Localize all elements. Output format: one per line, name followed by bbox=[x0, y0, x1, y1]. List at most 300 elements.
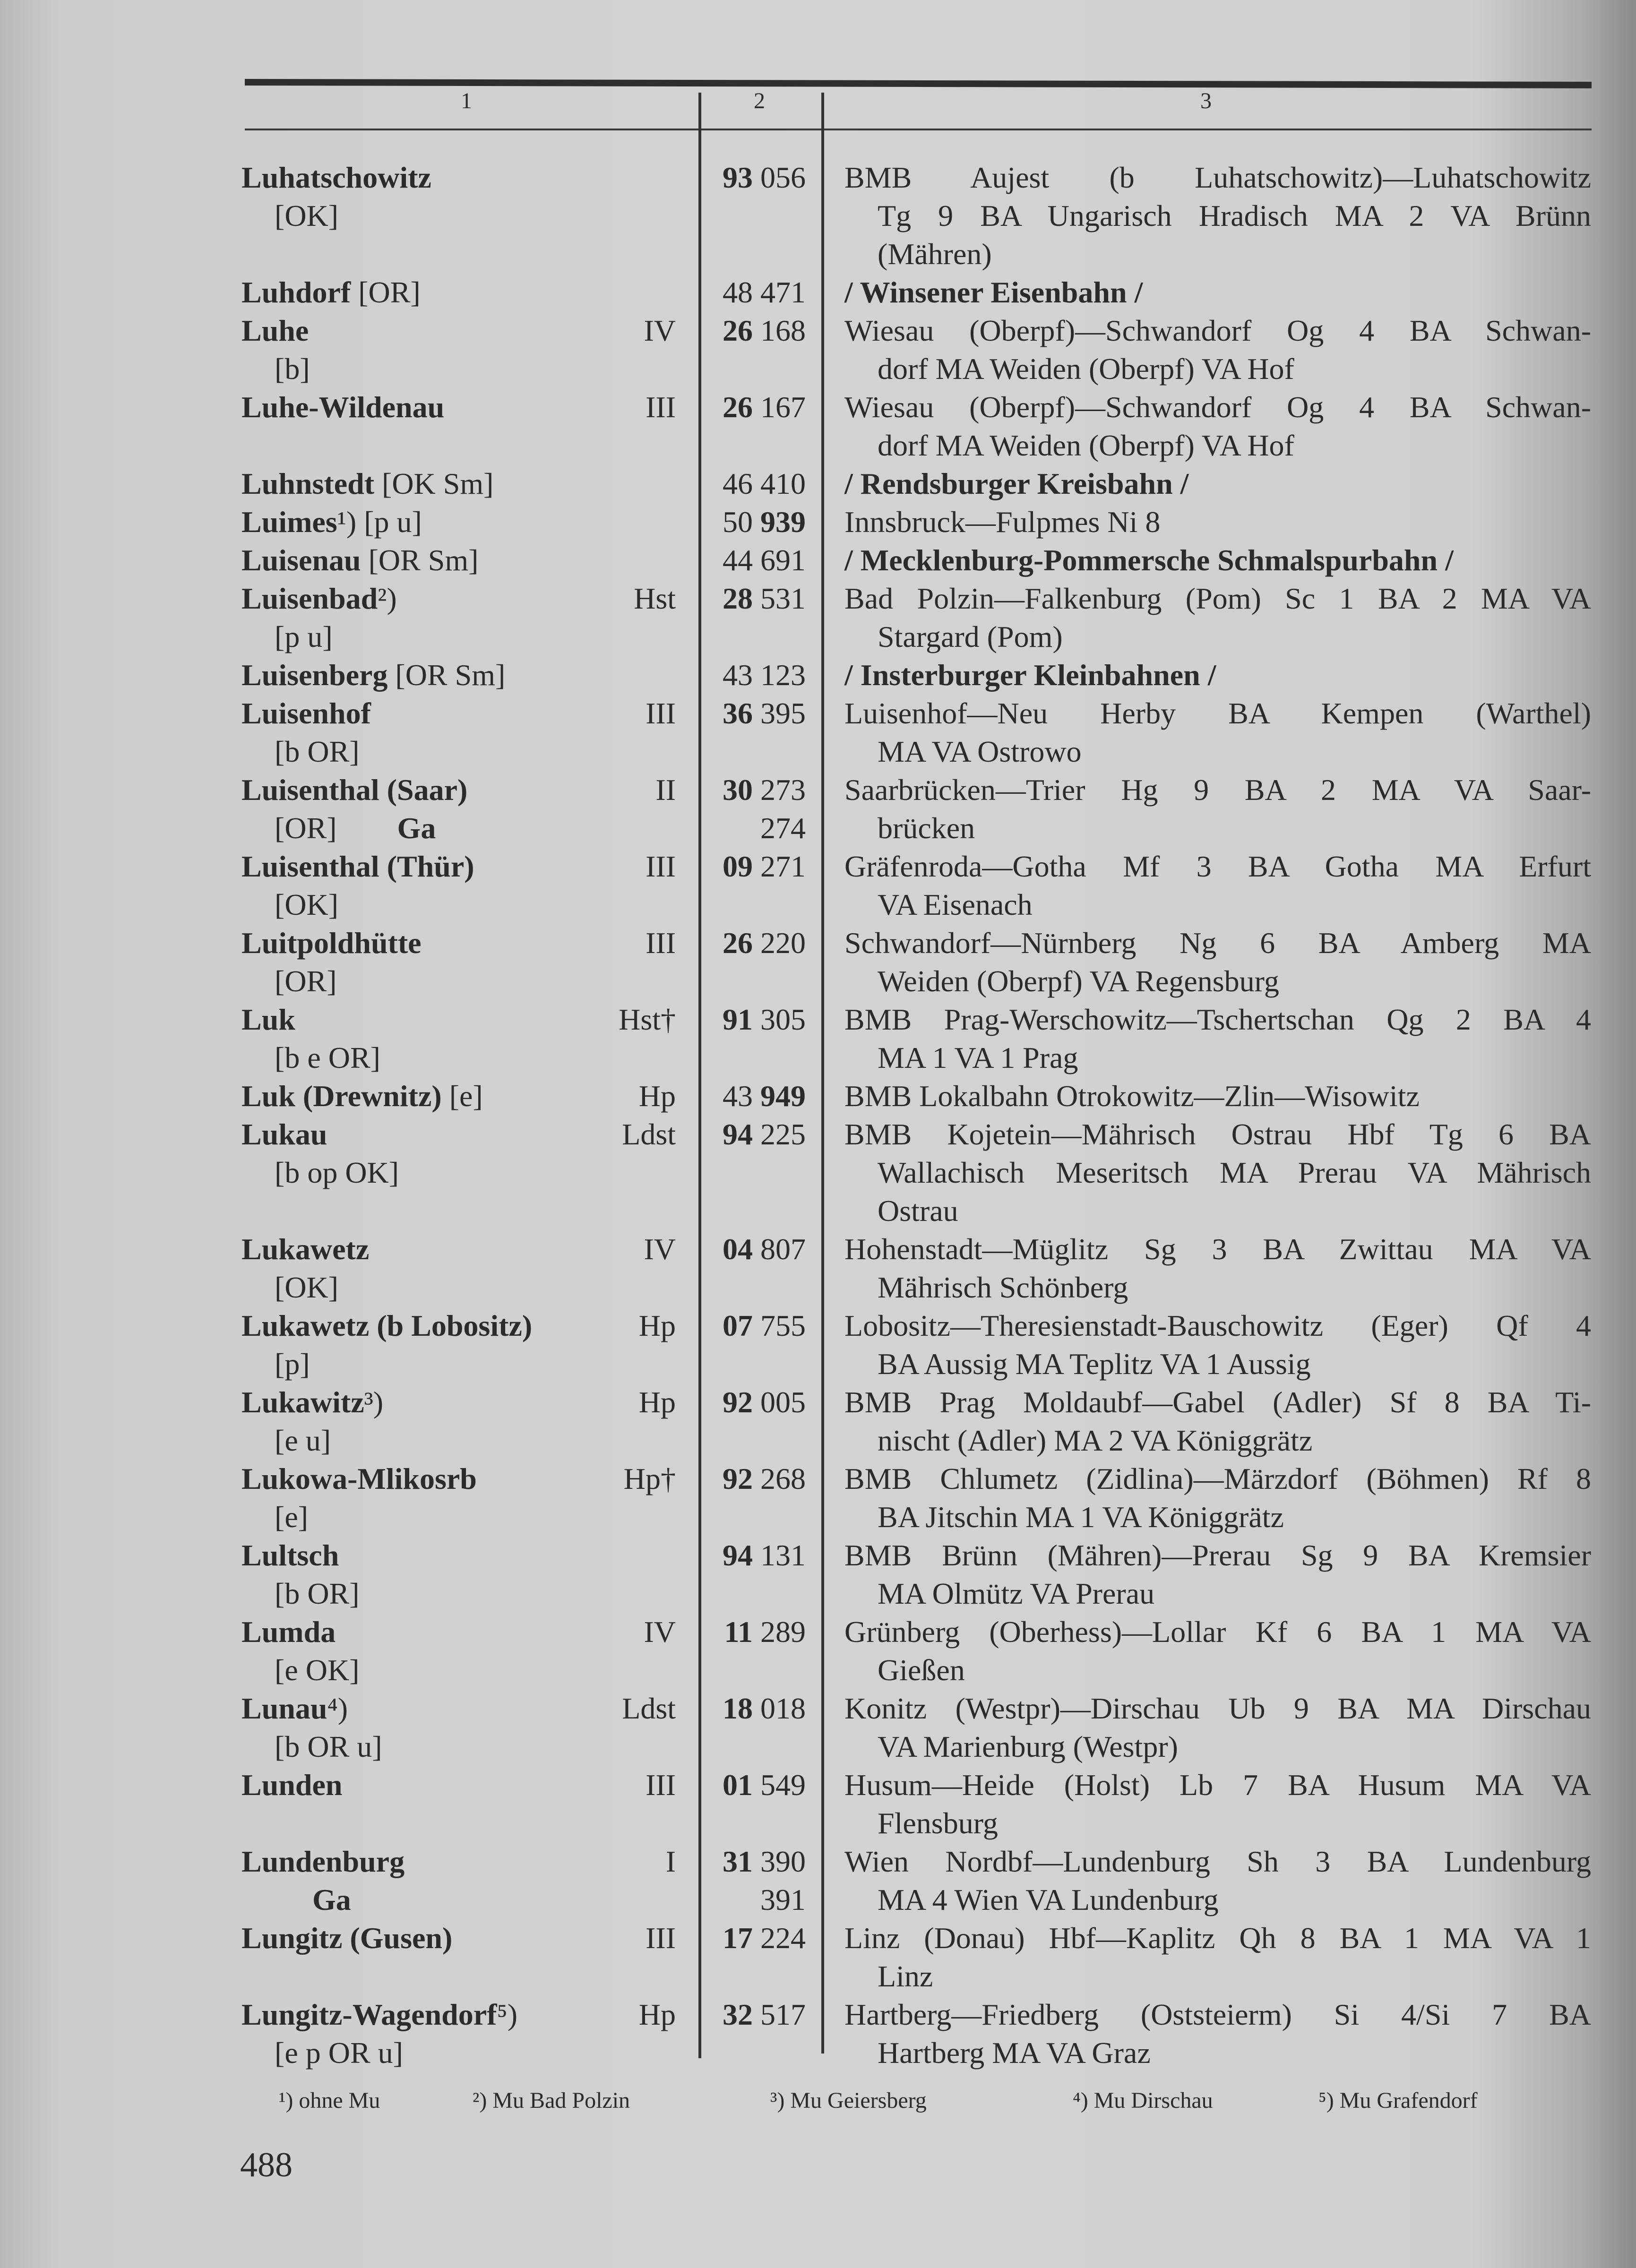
station-number-line-segment: 390 bbox=[753, 1845, 806, 1878]
station-name-line bbox=[241, 924, 681, 962]
station-description bbox=[844, 1689, 1591, 1766]
station-number-line-segment: 48 471 bbox=[723, 275, 806, 309]
station-number bbox=[704, 656, 806, 694]
table-row bbox=[0, 158, 1636, 273]
station-name-line-segment: Luhnstedt bbox=[241, 467, 374, 500]
station-number-line bbox=[704, 771, 806, 809]
station-class: III bbox=[646, 926, 676, 960]
station-number bbox=[704, 1919, 806, 1957]
station-number-line bbox=[704, 1536, 806, 1574]
station-name-line-segment: Luisenbad bbox=[241, 582, 378, 615]
station-class: I bbox=[665, 1845, 676, 1878]
station-name-line-segment: Lukawetz bbox=[241, 1232, 370, 1266]
station-description bbox=[844, 1000, 1591, 1077]
station-number-line bbox=[704, 464, 806, 503]
station-description bbox=[844, 464, 1591, 503]
description-line: Mährisch Schönberg bbox=[878, 1271, 1128, 1304]
station-name bbox=[241, 1536, 681, 1613]
footnote: ⁴) Mu Dirschau bbox=[1073, 2088, 1213, 2113]
station-name bbox=[241, 388, 681, 426]
station-name-line-segment: Luk bbox=[241, 1003, 295, 1036]
station-name-line-segment: Luisenau bbox=[241, 543, 361, 577]
station-name-line bbox=[241, 1345, 681, 1383]
station-name-line-segment: Luk (Drewnitz) bbox=[241, 1079, 442, 1113]
table-row bbox=[0, 1460, 1636, 1536]
station-name bbox=[241, 1613, 681, 1689]
station-name bbox=[241, 503, 681, 541]
station-number-line-segment: 09 bbox=[723, 850, 753, 883]
page-number: 488 bbox=[240, 2146, 293, 2184]
table-row bbox=[0, 1613, 1636, 1689]
station-name bbox=[241, 311, 681, 388]
station-description bbox=[844, 1766, 1591, 1842]
station-name-line bbox=[241, 694, 681, 732]
station-name bbox=[241, 1115, 681, 1192]
station-name-line bbox=[241, 1039, 681, 1077]
station-name bbox=[241, 1230, 681, 1306]
description-line: Lobositz—Theresienstadt-Bauschowitz (Eger) Qf 4 bbox=[844, 1309, 1591, 1342]
description-line: Hartberg MA VA Graz bbox=[878, 2036, 1151, 2070]
station-name-line bbox=[241, 1727, 681, 1766]
station-number-line-segment: 305 bbox=[753, 1003, 806, 1036]
station-number-line bbox=[704, 388, 806, 426]
station-name-line-segment: Lukowa-Mlikosrb bbox=[241, 1462, 477, 1495]
station-name-line-segment: [e] bbox=[275, 1500, 309, 1534]
footnote: ⁵) Mu Grafendorf bbox=[1318, 2088, 1478, 2113]
station-class: III bbox=[646, 1768, 676, 1802]
station-name-line-segment: [e p OR u] bbox=[275, 2036, 403, 2070]
station-name-line-segment: [OR] bbox=[275, 811, 397, 845]
station-number bbox=[704, 1766, 806, 1804]
table-row bbox=[0, 656, 1636, 694]
description-line: Gräfenroda—Gotha Mf 3 BA Gotha MA Erfurt bbox=[844, 850, 1591, 883]
station-number-line bbox=[704, 541, 806, 579]
station-class: III bbox=[646, 390, 676, 424]
description-line: brücken bbox=[878, 811, 975, 845]
table-row bbox=[0, 464, 1636, 503]
station-name-line-segment: [b OR u] bbox=[275, 1730, 382, 1763]
station-name bbox=[241, 579, 681, 656]
station-number-line-segment: 168 bbox=[753, 314, 806, 347]
station-number-line-segment: 43 123 bbox=[723, 658, 806, 692]
station-number bbox=[704, 1613, 806, 1651]
description-line: Hartberg—Friedberg (Oststeierm) Si 4/Si 7 BA bbox=[844, 1998, 1591, 2031]
station-name-line-segment: Lumda bbox=[241, 1615, 336, 1649]
table-row bbox=[0, 847, 1636, 924]
description-line: Wiesau (Oberpf)—Schwandorf Og 4 BA Schwan- bbox=[844, 314, 1591, 347]
station-number bbox=[704, 1383, 806, 1421]
station-number-line-segment: 167 bbox=[753, 390, 806, 424]
station-name-line-segment: Luhdorf bbox=[241, 275, 351, 309]
description-line: / Mecklenburg-Pommersche Schmalspurbahn / bbox=[844, 543, 1454, 577]
station-name-line-segment: Luisenhof bbox=[241, 696, 371, 730]
table-row bbox=[0, 771, 1636, 847]
column-header-2: 2 bbox=[754, 88, 765, 113]
station-number-line-segment: 32 bbox=[723, 1998, 753, 2031]
description-line: Wien Nordbf—Lundenburg Sh 3 BA Lundenburg bbox=[844, 1845, 1591, 1878]
station-number-line-segment: 30 bbox=[723, 773, 753, 807]
station-name-line-segment: Lunden bbox=[241, 1768, 343, 1802]
station-description bbox=[844, 273, 1591, 311]
station-name bbox=[241, 694, 681, 771]
description-line: nischt (Adler) MA 2 VA Königgrätz bbox=[878, 1424, 1313, 1457]
station-number-line-segment: 28 bbox=[723, 582, 753, 615]
station-number-line bbox=[704, 1689, 806, 1727]
station-name bbox=[241, 1077, 681, 1115]
description-line: Husum—Heide (Holst) Lb 7 BA Husum MA VA bbox=[844, 1768, 1591, 1802]
description-line: Saarbrücken—Trier Hg 9 BA 2 MA VA Saar- bbox=[844, 773, 1591, 807]
table-row bbox=[0, 1842, 1636, 1919]
description-line: VA Eisenach bbox=[878, 888, 1033, 921]
station-name-line-segment: Lungitz-Wagendorf bbox=[241, 1998, 497, 2031]
station-name-line-segment: Luisenthal (Saar) bbox=[241, 773, 468, 807]
station-class: II bbox=[655, 773, 676, 807]
station-name-line-segment: Ga bbox=[397, 811, 436, 845]
station-class: Hp bbox=[638, 1079, 676, 1113]
station-name-line-segment: [b e OR] bbox=[275, 1041, 380, 1074]
station-name bbox=[241, 158, 681, 235]
description-line: dorf MA Weiden (Oberpf) VA Hof bbox=[878, 352, 1294, 386]
station-name-line bbox=[241, 579, 681, 618]
station-name bbox=[241, 847, 681, 924]
station-number-line-segment: 01 bbox=[723, 1768, 753, 1802]
station-number-line-segment: 26 bbox=[723, 314, 753, 347]
station-name-line bbox=[241, 1842, 681, 1881]
station-number-line-segment: 26 bbox=[723, 390, 753, 424]
station-number-line-segment: 056 bbox=[753, 161, 806, 194]
description-line: Luisenhof—Neu Herby BA Kempen (Warthel) bbox=[844, 696, 1591, 730]
description-line: Flensburg bbox=[878, 1806, 998, 1840]
station-number bbox=[704, 388, 806, 426]
station-name-line-segment: [OK Sm] bbox=[374, 467, 494, 500]
station-name-line bbox=[241, 311, 681, 350]
station-class: Hp† bbox=[623, 1462, 676, 1495]
station-name bbox=[241, 1306, 681, 1383]
station-number-line bbox=[704, 1613, 806, 1651]
station-name-line bbox=[241, 1460, 681, 1498]
station-number-line bbox=[704, 579, 806, 618]
station-name bbox=[241, 656, 681, 694]
station-number bbox=[704, 1077, 806, 1115]
station-name bbox=[241, 1383, 681, 1460]
station-number-line-segment: 91 bbox=[723, 1003, 753, 1036]
station-number-line-segment: 44 691 bbox=[723, 543, 806, 577]
station-name-line-segment: Lultsch bbox=[241, 1538, 339, 1572]
description-line: Schwandorf—Nürnberg Ng 6 BA Amberg MA bbox=[844, 926, 1591, 960]
station-number-line bbox=[704, 273, 806, 311]
station-number-line-segment: 46 410 bbox=[723, 467, 806, 500]
table-row bbox=[0, 579, 1636, 656]
table-row bbox=[0, 1995, 1636, 2072]
station-name-line-segment: [OK] bbox=[275, 1271, 339, 1304]
station-description bbox=[844, 1460, 1591, 1536]
station-name-line bbox=[241, 618, 681, 656]
station-description bbox=[844, 1230, 1591, 1306]
station-number bbox=[704, 1000, 806, 1039]
station-number bbox=[704, 158, 806, 197]
station-name bbox=[241, 1842, 681, 1919]
station-number-line bbox=[704, 1995, 806, 2034]
description-line: BMB Lokalbahn Otrokowitz—Zlin—Wisowitz bbox=[844, 1079, 1420, 1113]
station-name-line-segment: [OR] bbox=[275, 964, 337, 998]
station-name-line bbox=[241, 1230, 681, 1268]
description-line: Bad Polzin—Falkenburg (Pom) Sc 1 BA 2 MA VA bbox=[844, 582, 1591, 615]
station-name-line bbox=[241, 1536, 681, 1574]
station-name-line-segment: [OK] bbox=[275, 888, 339, 921]
station-number-line bbox=[704, 1460, 806, 1498]
station-description bbox=[844, 656, 1591, 694]
station-name-line-segment: ⁴) bbox=[327, 1692, 348, 1725]
station-number-line bbox=[704, 1000, 806, 1039]
station-number-line-segment: 271 bbox=[753, 850, 806, 883]
station-number bbox=[704, 273, 806, 311]
station-name-line-segment: ¹) [p u] bbox=[337, 505, 422, 539]
station-number-line-segment: 268 bbox=[753, 1462, 806, 1495]
station-number-line-segment: 26 bbox=[723, 926, 753, 960]
station-name-line bbox=[241, 1077, 681, 1115]
station-table bbox=[0, 158, 1636, 2072]
table-row bbox=[0, 311, 1636, 388]
station-number-line-segment: 50 bbox=[723, 505, 760, 539]
station-name bbox=[241, 464, 681, 503]
station-number bbox=[704, 1842, 806, 1919]
table-row bbox=[0, 388, 1636, 464]
station-number-line-segment: 018 bbox=[753, 1692, 806, 1725]
table-row bbox=[0, 694, 1636, 771]
station-number-line-segment: 31 bbox=[723, 1845, 753, 1878]
description-line: / Winsener Eisenbahn / bbox=[844, 275, 1143, 309]
station-number-line-segment: 549 bbox=[753, 1768, 806, 1802]
station-description bbox=[844, 771, 1591, 847]
station-description bbox=[844, 1842, 1591, 1919]
station-name-line bbox=[241, 197, 681, 235]
station-number-line-segment: 755 bbox=[753, 1309, 806, 1342]
station-name-line-segment: [OR] bbox=[351, 275, 421, 309]
description-line: BMB Prag Moldaubf—Gabel (Adler) Sf 8 BA Ti- bbox=[844, 1385, 1591, 1419]
station-name-line-segment: ²) bbox=[378, 582, 397, 615]
station-number bbox=[704, 694, 806, 732]
station-name-line-segment: Lukau bbox=[241, 1117, 327, 1151]
station-name-line-segment: Ga bbox=[275, 1883, 351, 1916]
header-bottom-rule bbox=[245, 129, 1592, 130]
station-number-line bbox=[704, 1230, 806, 1268]
station-description bbox=[844, 1306, 1591, 1383]
description-line: BMB Chlumetz (Zidlina)—Märzdorf (Böhmen) Rf 8 bbox=[844, 1462, 1591, 1495]
station-number-line-segment: 949 bbox=[760, 1079, 806, 1113]
station-description bbox=[844, 924, 1591, 1000]
table-row bbox=[0, 924, 1636, 1000]
station-name-line bbox=[241, 2034, 681, 2072]
station-name-line bbox=[241, 732, 681, 771]
station-name-line-segment: Luisenberg bbox=[241, 658, 388, 692]
station-name-line-segment: ³) bbox=[364, 1385, 384, 1419]
station-class: IV bbox=[644, 1615, 676, 1649]
description-line: MA Olmütz VA Prerau bbox=[878, 1577, 1155, 1610]
station-name-line-segment: Lukawitz bbox=[241, 1385, 364, 1419]
description-line: VA Marienburg (Westpr) bbox=[878, 1730, 1178, 1763]
station-number bbox=[704, 541, 806, 579]
table-row bbox=[0, 1306, 1636, 1383]
station-description bbox=[844, 1995, 1591, 2072]
station-number bbox=[704, 924, 806, 962]
description-line: Innsbruck—Fulpmes Ni 8 bbox=[844, 505, 1161, 539]
station-number-line bbox=[704, 158, 806, 197]
station-number-line-segment: 43 bbox=[723, 1079, 760, 1113]
table-row bbox=[0, 1230, 1636, 1306]
station-name-line-segment: [e OK] bbox=[275, 1653, 360, 1687]
station-name-line bbox=[241, 541, 681, 579]
station-name-line bbox=[241, 847, 681, 885]
description-line: BA Aussig MA Teplitz VA 1 Aussig bbox=[878, 1347, 1311, 1381]
table-row bbox=[0, 541, 1636, 579]
table-row bbox=[0, 1383, 1636, 1460]
footnote: ³) Mu Geiersberg bbox=[770, 2088, 927, 2113]
station-number-line bbox=[704, 1919, 806, 1957]
station-name bbox=[241, 924, 681, 1000]
table-row bbox=[0, 1536, 1636, 1613]
station-name-line bbox=[241, 809, 681, 847]
station-name-line bbox=[241, 1000, 681, 1039]
station-number bbox=[704, 1115, 806, 1153]
table-row bbox=[0, 1115, 1636, 1230]
description-line: Hohenstadt—Müglitz Sg 3 BA Zwittau MA VA bbox=[844, 1232, 1591, 1266]
station-class: Ldst bbox=[622, 1692, 676, 1725]
station-number-line-segment: 395 bbox=[753, 696, 806, 730]
description-line: Linz bbox=[878, 1959, 933, 1993]
station-number-line-segment: 92 bbox=[723, 1385, 753, 1419]
description-line: BMB Kojetein—Mährisch Ostrau Hbf Tg 6 BA bbox=[844, 1117, 1591, 1151]
station-number-line-segment: 94 bbox=[723, 1538, 753, 1572]
station-description bbox=[844, 503, 1591, 541]
station-number-line-segment: 92 bbox=[723, 1462, 753, 1495]
station-name-line-segment: [p u] bbox=[275, 620, 333, 653]
station-number-line-segment: 005 bbox=[753, 1385, 806, 1419]
description-line: Grünberg (Oberhess)—Lollar Kf 6 BA 1 MA VA bbox=[844, 1615, 1591, 1649]
station-name bbox=[241, 1766, 681, 1804]
station-name-line-segment: Luisenthal (Thür) bbox=[241, 850, 474, 883]
station-description bbox=[844, 1077, 1591, 1115]
station-name-line-segment: [b op OK] bbox=[275, 1156, 399, 1189]
station-description bbox=[844, 388, 1591, 464]
station-number-line-segment: 225 bbox=[753, 1117, 806, 1151]
station-name-line bbox=[241, 1689, 681, 1727]
station-number-line bbox=[704, 656, 806, 694]
table-row bbox=[0, 1689, 1636, 1766]
station-number-line-segment: 517 bbox=[753, 1998, 806, 2031]
station-number-line-segment: 04 bbox=[723, 1232, 753, 1266]
station-number bbox=[704, 1306, 806, 1345]
station-description bbox=[844, 1919, 1591, 1995]
station-name-line bbox=[241, 656, 681, 694]
station-name-line bbox=[241, 1995, 681, 2034]
table-row bbox=[0, 503, 1636, 541]
footnote: ¹) ohne Mu bbox=[279, 2088, 380, 2113]
station-name bbox=[241, 273, 681, 311]
station-name-line-segment: ⁵) bbox=[497, 1998, 518, 2031]
station-description bbox=[844, 1613, 1591, 1689]
station-name bbox=[241, 1919, 681, 1957]
station-name-line bbox=[241, 1919, 681, 1957]
station-name-line-segment: [b] bbox=[275, 352, 310, 386]
station-number-line bbox=[704, 1766, 806, 1804]
station-number bbox=[704, 1230, 806, 1268]
station-description bbox=[844, 158, 1591, 273]
station-class: III bbox=[646, 696, 676, 730]
station-name-line bbox=[241, 273, 681, 311]
header-top-rule bbox=[245, 79, 1592, 88]
station-name-line bbox=[241, 350, 681, 388]
station-number-line-segment: 18 bbox=[723, 1692, 753, 1725]
station-number-line bbox=[704, 809, 806, 847]
description-line: dorf MA Weiden (Oberpf) VA Hof bbox=[878, 429, 1294, 462]
description-line: BMB Prag-Werschowitz—Tschertschan Qg 2 BA 4 bbox=[844, 1003, 1591, 1036]
description-line: MA 1 VA 1 Prag bbox=[878, 1041, 1078, 1074]
station-number bbox=[704, 1689, 806, 1727]
station-number bbox=[704, 579, 806, 618]
station-description bbox=[844, 541, 1591, 579]
description-line: Stargard (Pom) bbox=[878, 620, 1063, 653]
station-class: Hp bbox=[638, 1998, 676, 2031]
station-name-line bbox=[241, 1153, 681, 1192]
station-number-line-segment: 94 bbox=[723, 1117, 753, 1151]
description-line: BMB Brünn (Mähren)—Prerau Sg 9 BA Kremsier bbox=[844, 1538, 1591, 1572]
station-name-line-segment: Lungitz (Gusen) bbox=[241, 1921, 453, 1955]
station-number-line-segment: 224 bbox=[753, 1921, 806, 1955]
station-name-line bbox=[241, 1383, 681, 1421]
description-line: / Rendsburger Kreisbahn / bbox=[844, 467, 1189, 500]
station-number-line-segment: 531 bbox=[753, 582, 806, 615]
station-name-line bbox=[241, 1651, 681, 1689]
station-description bbox=[844, 1115, 1591, 1230]
station-name bbox=[241, 1689, 681, 1766]
station-name-line bbox=[241, 464, 681, 503]
station-name-line-segment: [e u] bbox=[275, 1424, 331, 1457]
station-number bbox=[704, 1995, 806, 2034]
station-description bbox=[844, 311, 1591, 388]
station-name-line bbox=[241, 1881, 681, 1919]
station-number-line bbox=[704, 1383, 806, 1421]
station-number-line-segment: 807 bbox=[753, 1232, 806, 1266]
station-name-line bbox=[241, 1613, 681, 1651]
station-description bbox=[844, 1383, 1591, 1460]
station-name-line-segment: Luimes bbox=[241, 505, 337, 539]
station-class: IV bbox=[644, 1232, 676, 1266]
station-name-line bbox=[241, 158, 681, 197]
station-class: III bbox=[646, 850, 676, 883]
station-number-line-segment: 131 bbox=[753, 1538, 806, 1572]
station-number-line bbox=[704, 1115, 806, 1153]
description-line: Wallachisch Meseritsch MA Prerau VA Mährisch bbox=[878, 1156, 1591, 1189]
station-number-line-segment: 36 bbox=[723, 696, 753, 730]
station-number-line bbox=[704, 503, 806, 541]
station-name-line-segment: [b OR] bbox=[275, 735, 360, 768]
station-name-line bbox=[241, 388, 681, 426]
description-line: BA Jitschin MA 1 VA Königgrätz bbox=[878, 1500, 1284, 1534]
station-number-line-segment: 274 bbox=[760, 811, 806, 845]
station-name bbox=[241, 1000, 681, 1077]
station-name-line bbox=[241, 1268, 681, 1306]
station-class: Hst† bbox=[619, 1003, 676, 1036]
station-name-line-segment: [OR Sm] bbox=[387, 658, 506, 692]
station-number-line-segment: 11 bbox=[724, 1615, 753, 1649]
station-description bbox=[844, 1536, 1591, 1613]
station-name bbox=[241, 1995, 681, 2072]
station-name-line-segment: Lukawetz (b Lobositz) bbox=[241, 1309, 533, 1342]
station-description bbox=[844, 847, 1591, 924]
station-name-line bbox=[241, 771, 681, 809]
table-row bbox=[0, 1000, 1636, 1077]
station-name-line-segment: Lundenburg bbox=[241, 1845, 405, 1878]
